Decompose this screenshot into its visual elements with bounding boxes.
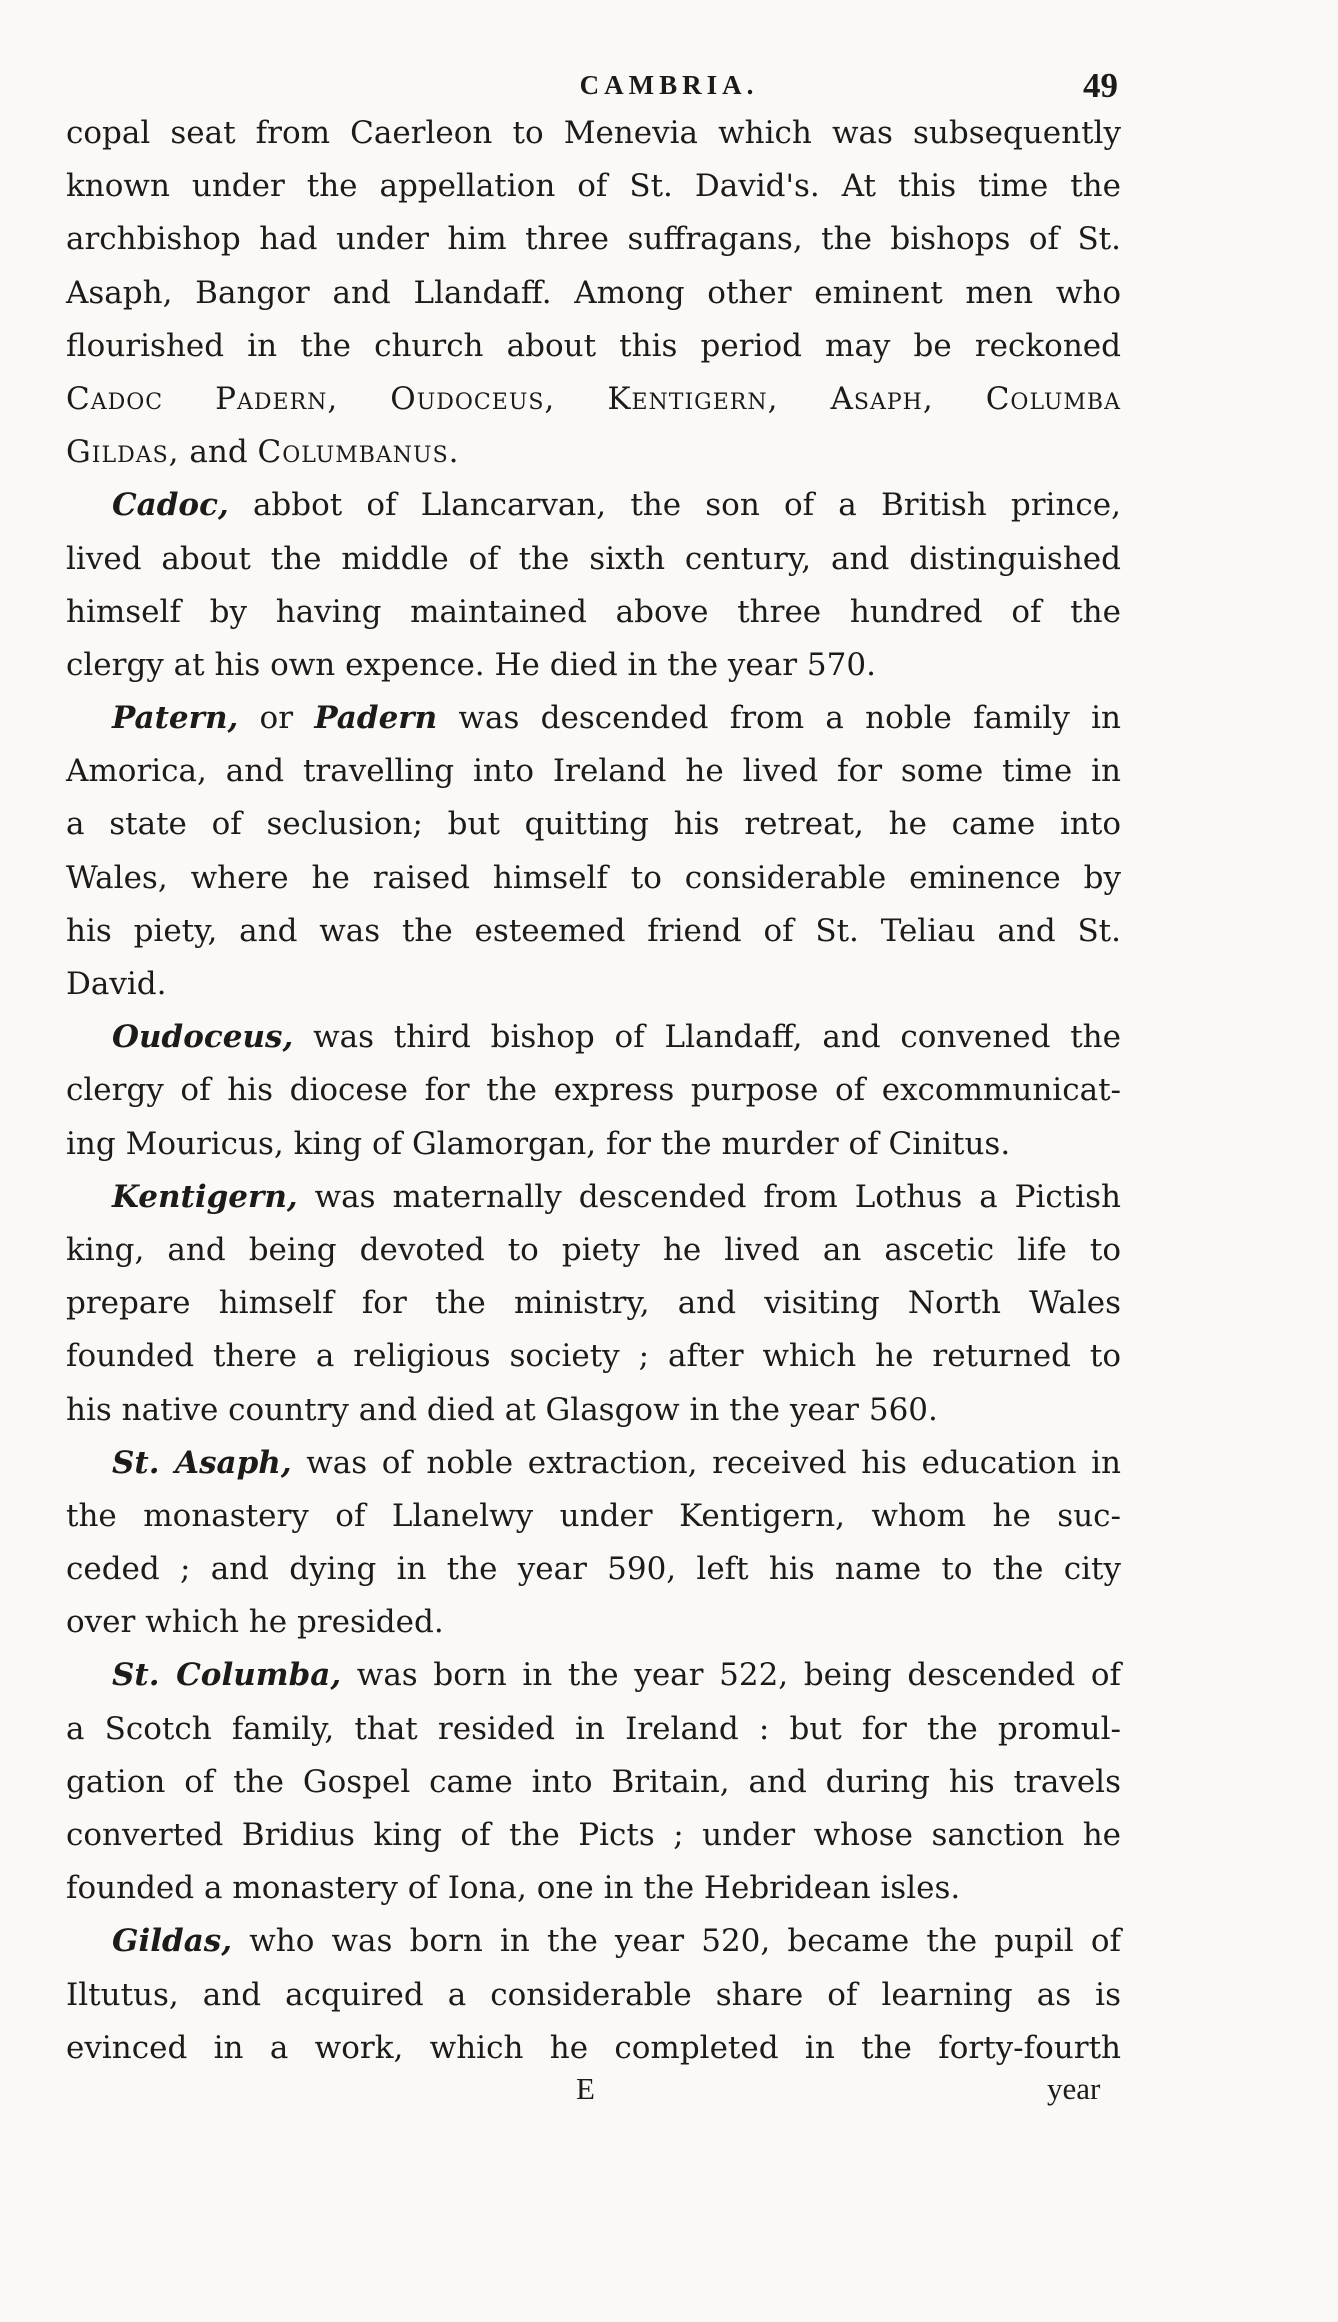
person-name: Gildas, (112, 1923, 233, 1960)
text-line: clergy of his diocese for the express purpose of excommunicat- (66, 1072, 1121, 1109)
text-line: David. (66, 966, 167, 1002)
text-line: ing Mouricus, king of Glamorgan, for the murder of Cinitus. (66, 1125, 1011, 1162)
name-columbanus: Columbanus. (257, 434, 460, 471)
person-name: St. Columba, (112, 1657, 342, 1694)
name-gildas: Gildas, (66, 434, 180, 471)
text-line: founded a monastery of Iona, one in the Hebridean isles. (66, 1870, 961, 1907)
paragraph-asaph (66, 1437, 1121, 1490)
text-line: Amorica, and travelling into Ireland he lived for some time in (66, 753, 1121, 790)
person-name: Patern, (112, 700, 239, 737)
paragraph-kentigern (66, 1171, 1121, 1224)
text-line: copal seat from Caerleon to Menevia which was subsequently (66, 115, 1121, 151)
text-line: himself by having maintained above three hundred of the (66, 593, 1121, 630)
text-line: king, and being devoted to piety he lived an ascetic life to (66, 1231, 1121, 1268)
text-run: or (238, 700, 315, 737)
text-line: Iltutus, and acquired a considerable share of learning as is (66, 1976, 1121, 2013)
text-run: was descended from a noble family in (437, 700, 1121, 737)
person-name: St. Asaph, (112, 1444, 292, 1481)
text-line: flourished in the church about this period may be reckoned (66, 327, 1121, 364)
text-line: prepare himself for the ministry, and visiting North Wales (66, 1285, 1121, 1322)
text-line: archbishop had under him three suffragans, the bishops of St. (66, 221, 1121, 258)
page-footer (0, 2071, 1338, 2121)
text-line: evinced in a work, which he completed in the forty-fourth (66, 2029, 1121, 2066)
text-line: founded there a religious society ; after which he returned to (66, 1338, 1121, 1375)
conjunction: and (179, 434, 258, 471)
text-line: over which he presided. (66, 1604, 444, 1641)
signature-mark: E (576, 2071, 595, 2106)
text-run: who was born in the year 520, became the pupil of (232, 1923, 1121, 1960)
text-line: his piety, and was the esteemed friend of St. Teliau and St. (66, 912, 1121, 949)
text-run: was maternally descended from Lothus a Pictish (297, 1178, 1121, 1215)
body-text (66, 107, 1121, 2075)
text-line: gation of the Gospel came into Britain, and during his travels (66, 1763, 1121, 1800)
paragraph-patern (66, 692, 1121, 745)
text-line: his native country and died at Glasgow in the year 560. (66, 1391, 938, 1428)
catchword: year (1047, 2071, 1101, 2106)
text-line: ceded ; and dying in the year 590, left his name to the city (66, 1551, 1121, 1588)
text-line: converted Bridius king of the Picts ; under whose sanction he (66, 1817, 1121, 1853)
text-run: was third bishop of Llandaff, and convened the (293, 1019, 1121, 1056)
text-line (66, 426, 1121, 479)
text-line: Cadoc Padern, Oudoceus, Kentigern, Asaph, Columba (66, 380, 1121, 417)
text-line: a Scotch family, that resided in Ireland : but for the promul- (66, 1710, 1121, 1747)
text-line: Asaph, Bangor and Llandaff. Among other eminent men who (66, 274, 1121, 311)
text-line: known under the appellation of St. David's. At this time the (66, 168, 1121, 205)
paragraph-oudoceus (66, 1011, 1121, 1064)
text-line: lived about the middle of the sixth century, and distinguished (66, 540, 1121, 577)
text-line: clergy at his own expence. He died in the year 570. (66, 646, 876, 683)
text-run: was born in the year 522, being descended of (341, 1657, 1122, 1694)
person-name: Cadoc, (112, 487, 229, 524)
text-run: abbot of Llancarvan, the son of a British prince, (228, 487, 1121, 524)
page-number: 49 (1083, 66, 1118, 105)
text-line: a state of seclusion; but quitting his retreat, he came into (66, 806, 1121, 843)
person-name: Kentigern, (112, 1178, 298, 1215)
paragraph-columba (66, 1649, 1121, 1702)
paragraph-cadoc (66, 479, 1121, 532)
person-name: Padern (314, 700, 438, 737)
person-name: Oudoceus, (112, 1019, 294, 1056)
text-line: the monastery of Llanelwy under Kentigern, whom he suc- (66, 1497, 1121, 1534)
text-run: was of noble extraction, received his education in (291, 1444, 1122, 1481)
running-title: CAMBRIA. (579, 70, 759, 100)
text-line: Wales, where he raised himself to considerable eminence by (66, 859, 1121, 896)
paragraph-gildas (66, 1915, 1121, 1968)
